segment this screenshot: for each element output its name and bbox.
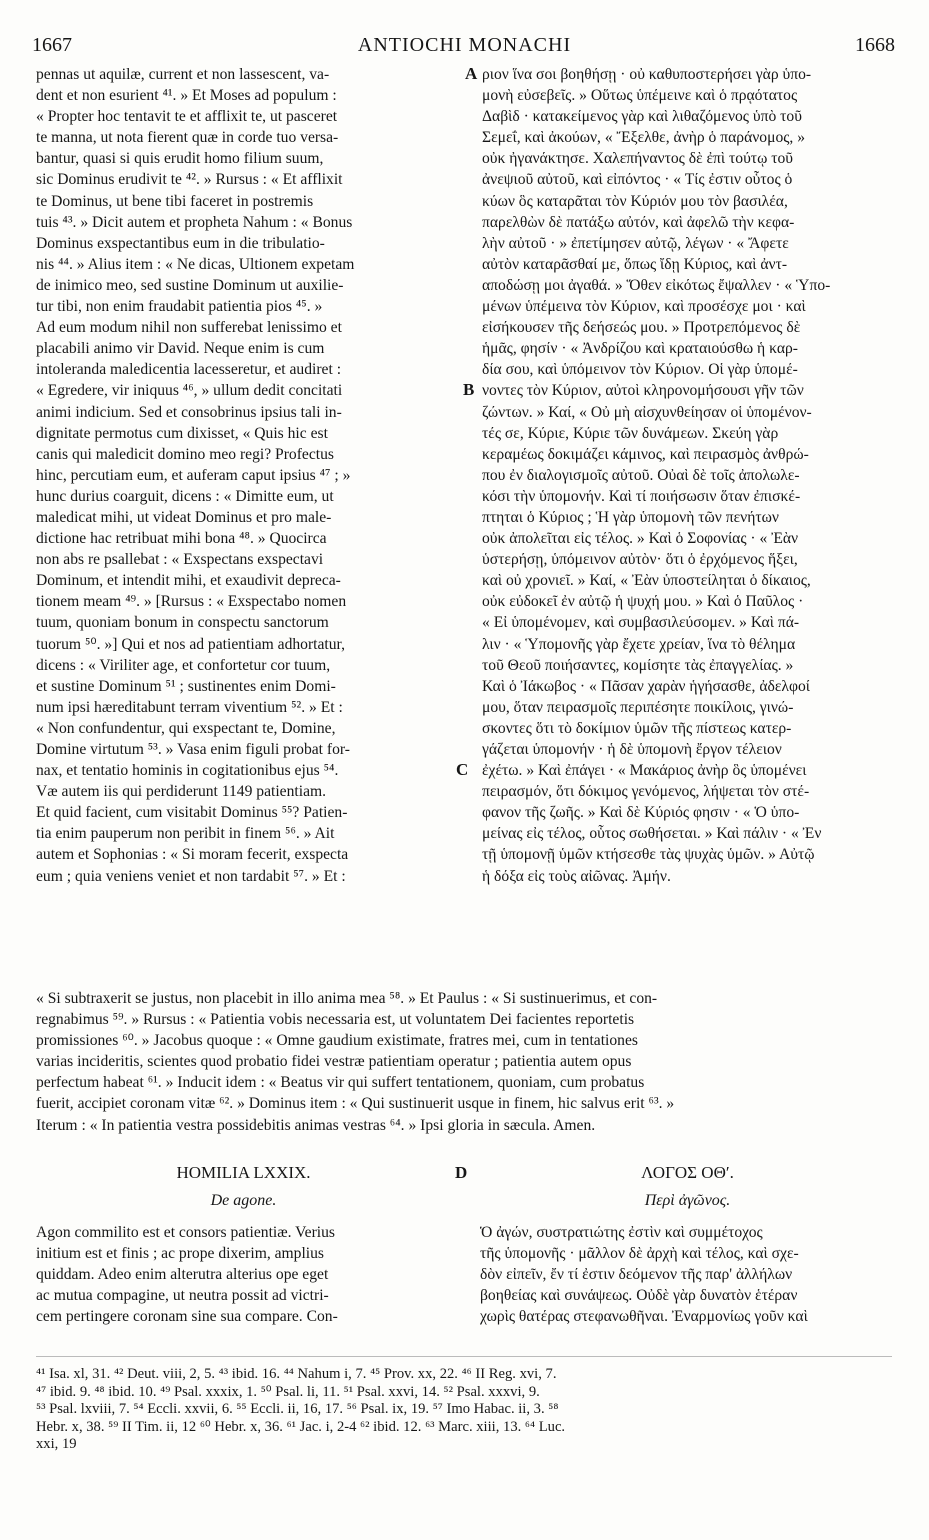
latin-text-line: « Si subtraxerit se justus, non placebit in illo anima mea ⁵⁸. » Et Paulus : « Si sustinuerimus, et con- <box>36 990 658 1007</box>
page-number-left: 1667 <box>32 34 72 56</box>
greek-text-line: γάζεται ὑπομονήν · ἡ δὲ ὑπομονὴ ἔργον τέλειον <box>482 741 782 758</box>
greek-text-line: οὐκ ἀπολεῖται εἰς τέλος. » Καὶ ὁ Σοφονίας · « Ἐὰν <box>482 530 799 548</box>
latin-text-line: Agon commilito est et consors patientiæ. Verius <box>36 1224 335 1241</box>
latin-text-line: tur tibi, non enim fraudabit patientia pios ⁴⁵. » <box>36 298 323 316</box>
greek-text-line: τές σε, Κύριε, Κύριε τῶν δυνάμεων. Σκεύη γὰρ <box>482 424 779 442</box>
greek-text-line: πτηται ὁ Κύριος ; Ἡ γὰρ ὑπομονὴ τῶν πενήτων <box>482 508 779 526</box>
latin-text-line: cem pertingere coronam sine sua compare. Con- <box>36 1308 338 1326</box>
section-marker-c: C <box>456 760 469 779</box>
greek-text-line: αὐτὸν καταρᾶσθαί με, ὅπως ἴδῃ Κύριος, καὶ ἀντ- <box>482 255 788 273</box>
latin-text-line: promissiones ⁶⁰. » Jacobus quoque : « Omne gaudium existimate, fratres mei, cum in tentationes <box>36 1032 638 1050</box>
greek-text-line: λὴν αὐτοῦ · » ἐπετίμησεν αὐτῷ, λέγων · « Ἄφετε <box>482 234 789 252</box>
greek-text-line: οὐκ εὐδοκεῖ ἐν αὐτῷ ἡ ψυχή μου. » Καὶ ὁ Παῦλος · <box>482 593 804 611</box>
latin-text-line: ac mutua compagine, ut neutra possit ad victri- <box>36 1287 329 1305</box>
greek-text-line: πειρασμόν, ὅτι δόκιμος γενόμενος, λήψεται τὸν στέ- <box>482 783 810 801</box>
running-title: ANTIOCHI MONACHI <box>357 34 572 56</box>
greek-text-line: μείνας εἰς τέλος, οὗτος σωθήσεται. » Καὶ πάλιν · « Ἐν <box>482 825 822 843</box>
greek-text-line: κύων ὃς καταρᾶται τὸν Κύριόν μου τὸν βασιλέα, <box>482 192 788 210</box>
greek-text-line: που ἐν διαλογισμοῖς αὐτοῦ. Οὐαὶ δὲ τοῖς ἀπολωλε- <box>482 466 800 484</box>
latin-text-line: Dominus exspectantibus eum in die tribulatio- <box>36 234 325 252</box>
greek-text-line: βοηθείας καὶ συνάψεως. Οὐδὲ γὰρ δυνατὸν ἑτέραν <box>480 1287 798 1305</box>
greek-text-line: κεραμέως δοκιμάζει κάμινος, καὶ πειρασμὸς ἀνθρώ- <box>482 445 809 463</box>
latin-text-line: non abs re psallebat : « Exspectans exspectavi <box>36 551 324 569</box>
latin-text-line: Dominum, et intendit mihi, et exaudivit depreca- <box>36 572 341 590</box>
footnote-line: ⁴⁷ ibid. 9. ⁴⁸ ibid. 10. ⁴⁹ Psal. xxxix, 1. ⁵⁰ Psal. li, 11. ⁵¹ Psal. xxvi, 14. ⁵² Psal. xxxvi, 9. <box>36 1383 540 1400</box>
latin-text-line: intoleranda maledicentia lacesseretur, et audiret : <box>36 361 342 379</box>
latin-text-line: dent et non esurient ⁴¹. » Et Moses ad populum : <box>36 87 337 105</box>
latin-text-line: te manna, ut nota fierent quæ in corde tuo versa- <box>36 129 339 147</box>
latin-text-line: perfectum habeat ⁶¹. » Inducit idem : « Beatus vir qui suffert tentationem, quoniam, cum probatus <box>36 1074 645 1092</box>
greek-text-line: ριον ἵνα σοι βοηθήσῃ · οὐ καθυποστερήσει γὰρ ὑπο- <box>482 66 812 83</box>
latin-text-line: dignitate permotus cum dixisset, « Quis hic est <box>36 424 328 442</box>
greek-text-line: σκοντες ὅτι τὸ δοκίμιον ὑμῶν τῆς πίστεως κατερ- <box>482 719 792 737</box>
greek-text-line: ἐχέτω. » Καὶ ἐπάγει · « Μακάριος ἀνὴρ ὃς ὑπομένει <box>482 762 807 780</box>
greek-text-line: χωρὶς θατέρας στεφανωθῆναι. Ἐναρμονίως γοῦν καὶ <box>480 1308 808 1326</box>
greek-text-line: τοῦ Θεοῦ ποιήσαντες, κομίσητε τὰς ἐπαγγελίας. » <box>482 656 794 674</box>
latin-text-line: maledicat mihi, ut videat Dominus et pro male- <box>36 508 332 526</box>
greek-text-line: τῆς ὑπομονῆς · μᾶλλον δὲ ἀρχὴ καὶ τέλος, καὶ σχε- <box>480 1245 799 1263</box>
latin-text-line: hunc durius coarguit, dicens : « Dimitte eum, ut <box>36 487 334 505</box>
latin-text-line: hinc, percutiam eum, et auferam caput ipsius ⁴⁷ ; » <box>36 466 351 484</box>
section-marker-b: B <box>463 380 475 399</box>
greek-text-line: μου, ὅταν πειρασμοῖς περιπέσητε ποικίλοις, γινώ- <box>482 698 794 716</box>
latin-text-line: fuerit, accipiet coronam vitæ ⁶². » Dominus item : « Qui sustinuerit usque in finem, hic salvus erit ⁶³. » <box>36 1095 675 1113</box>
greek-text-line: εἰσήκουσεν τῆς δεήσεώς μου. » Προτρεπόμενος δὲ <box>482 319 801 337</box>
latin-text-line: nax, et tentatio hominis in cogitationibus ejus ⁵⁴. <box>36 762 339 780</box>
latin-text-line: pennas ut aquilæ, current et non lassescent, va- <box>36 66 330 83</box>
latin-text-line: eum ; quia veniens veniet et non tardabit ⁵⁷. » Et : <box>36 867 346 885</box>
latin-text-line: tionem meam ⁴⁹. » [Rursus : « Exspectabo nomen <box>36 593 347 611</box>
greek-text-line: Σεμεΐ, καὶ ἀκούων, « Ἔξελθε, ἀνὴρ ὁ παράνομος, » <box>482 129 806 147</box>
latin-text-line: dicens : « Viriliter age, et confortetur cor tuum, <box>36 656 331 674</box>
greek-text-line: ἀνεψιοῦ αὐτοῦ, καὶ εἰπόντος · « Τίς ἐστιν οὗτος ὁ <box>482 171 793 189</box>
greek-text-line: Καὶ ὁ Ἰάκωβος · « Πᾶσαν χαρὰν ἡγήσασθε, ἀδελφοί <box>482 677 810 695</box>
section-marker-d: D <box>455 1163 468 1182</box>
greek-text-line: παρελθὼν δὲ πατάξω αὐτόν, καὶ ἀφελῶ τὴν κεφα- <box>482 213 795 231</box>
homily-greek-title: ΛΟΓΟΣ ΟΘʹ. <box>641 1163 734 1182</box>
latin-text-line: et sustine Dominum ⁵¹ ; sustinentes enim Domi- <box>36 677 336 695</box>
latin-text-line: tuorum ⁵⁰. »] Qui et nos ad patientiam adhortatur, <box>36 635 346 653</box>
latin-text-line: dictione hac retribuat mihi bona ⁴⁸. » Quocirca <box>36 530 327 548</box>
footnote-line: xxi, 19 <box>36 1436 77 1452</box>
latin-text-line: « Non confundentur, qui exspectant te, Domine, <box>36 719 336 737</box>
latin-text-line: tuis ⁴³. » Dicit autem et propheta Nahum : « Bonus <box>36 213 353 231</box>
latin-text-line: nis ⁴⁴. » Alius item : « Ne dicas, Ultionem expetam <box>36 255 355 273</box>
page-number-right: 1668 <box>855 34 895 56</box>
greek-text-line: ἡ δόξα εἰς τοὺς αἰῶνας. Ἀμήν. <box>482 867 671 885</box>
greek-text-line: τῇ ὑπομονῇ ὑμῶν κτήσεσθε τὰς ψυχὰς ὑμῶν. » Αὐτῷ <box>482 846 815 864</box>
latin-text-line: te Dominus, ut bene tibi faceret in postremis <box>36 192 314 210</box>
latin-text-line: varias incideritis, scientes quod probatio fidei vestræ patientiam operatur ; patientia autem opus <box>36 1053 632 1071</box>
running-header <box>0 28 929 58</box>
homily-latin-subtitle: De agone. <box>210 1192 277 1209</box>
latin-text-line: regnabimus ⁵⁹. » Rursus : « Patientia vobis necessaria est, ut voluntatem Dei facientes reportetis <box>36 1011 635 1029</box>
latin-text-line: bantur, quasi si quis erudit homo filium suum, <box>36 150 324 168</box>
latin-text-line: autem et Sophonias : « Si moram fecerit, exspecta <box>36 846 349 864</box>
greek-text-line: αποδώσῃ μοι ἀγαθά. » Ὅθεν εἰκότως ἔψαλλεν · « Ὑπο- <box>482 276 831 294</box>
latin-text-line: canis qui maledicit domino meo regi? Profectus <box>36 445 334 463</box>
section-marker-a: A <box>465 64 478 83</box>
greek-text-line: φανον τῆς ζωῆς. » Καὶ δὲ Κύριός φησιν · « Ὁ ὑπο- <box>482 804 800 822</box>
greek-text-line: μένων ὑπέμεινα τὸν Κύριον, καὶ προσέσχε μοι · καὶ <box>482 298 806 316</box>
greek-text-line: οὐκ ἠγανάκτησε. Χαλεπήναντος δὲ ἐπὶ τούτῳ τοῦ <box>482 150 794 168</box>
greek-text-line: ἡμᾶς, φησίν · « Ἀνδρίζου καὶ κραταιούσθω ἡ καρ- <box>482 340 798 358</box>
homily-greek-subtitle: Περὶ ἀγῶνος. <box>644 1192 731 1209</box>
latin-text-line: « Propter hoc tentavit te et afflixit te, ut pasceret <box>36 108 338 126</box>
latin-text-line: Væ autem iis qui perdiderunt 1149 patientiam. <box>36 783 327 801</box>
footnotes <box>36 1366 896 1454</box>
latin-text-line: Et quid facient, cum visitabit Dominus ⁵⁵? Patien- <box>36 804 348 822</box>
footnote-line: ⁵³ Psal. lxviii, 7. ⁵⁴ Eccli. xxvii, 6. ⁵⁵ Eccli. ii, 16, 17. ⁵⁶ Psal. ix, 19. ⁵⁷ Imo Habac. ii, 3. ⁵⁸ <box>36 1401 559 1417</box>
greek-column-top <box>482 64 902 887</box>
greek-text-line: ὑστερήσῃ, ὑπόμεινον αὐτὸν· ὅτι ὁ ἐρχόμενος ἥξει, <box>482 551 798 569</box>
latin-text-line: « Egredere, vir iniquus ⁴⁶, » ullum dedit concitati <box>36 382 343 400</box>
greek-column-bottom <box>480 1222 895 1327</box>
greek-text-line: Δαβὶδ · κατακείμενος γὰρ καὶ λιθαζόμενος ὑπὸ τοῦ <box>482 108 802 126</box>
latin-text-line: placabili animo vir David. Neque enim is cum <box>36 340 325 358</box>
latin-text-line: num ipsi hæreditabunt terram viventium ⁵². » Et : <box>36 698 343 716</box>
latin-column-bottom <box>36 1222 451 1327</box>
greek-text-line: ζώντων. » Καί, « Οὐ μὴ αἰσχυνθείησαν οἱ ὑπομένον- <box>482 403 812 421</box>
homily-latin-title: HOMILIA LXXIX. <box>176 1163 311 1182</box>
greek-text-line: κόσι τὴν ὑπομονήν. Καὶ τί ποιήσωσιν ὅταν ἐπισκέ- <box>482 487 801 505</box>
latin-text-line: tia enim pauperum non peribit in finem ⁵⁶. » Ait <box>36 825 335 843</box>
footnote-line: ⁴¹ Isa. xl, 31. ⁴² Deut. viii, 2, 5. ⁴³ ibid. 16. ⁴⁴ Nahum i, 7. ⁴⁵ Prov. xx, 22. ⁴⁶ II Reg. xvi, 7. <box>36 1366 557 1382</box>
greek-text-line: λιν · « Ὑπομονῆς γὰρ ἔχετε χρείαν, ἵνα τὸ θέλημα <box>482 635 796 653</box>
latin-text-line: quiddam. Adeo enim alterutra alterius ope eget <box>36 1266 329 1284</box>
greek-text-line: Ὁ ἀγών, συστρατιώτης ἐστὶν καὶ συμμέτοχος <box>480 1224 763 1241</box>
greek-text-line: καὶ οὐ χρονιεῖ. » Καί, « Ἐὰν ὑποστείληται ὁ δίκαιος, <box>482 572 811 590</box>
latin-full-width-text <box>36 988 892 1136</box>
greek-text-line: δὸν εἰπεῖν, ἔν τί ἐστιν δεόμενον τῆς παρ' ἀλλήλων <box>480 1266 793 1284</box>
latin-text-line: de inimico meo, sed sustine Dominum ut auxilie- <box>36 276 344 294</box>
greek-text-line: « Εἰ ὑπομένομεν, καὶ συμβασιλεύσομεν. » Καὶ πά- <box>482 614 800 632</box>
latin-column-top <box>36 64 462 887</box>
latin-text-line: tuum, quoniam bonum in conspectu sanctorum <box>36 614 329 632</box>
latin-text-line: Iterum : « In patientia vestra possidebitis animas vestras ⁶⁴. » Ipsi gloria in sæcula. Amen. <box>36 1116 596 1134</box>
footnote-divider <box>36 1356 892 1357</box>
greek-text-line: δία σου, καὶ ὑπόμεινον τὸν Κύριον. Οἱ γὰρ ὑπομέ- <box>482 361 798 379</box>
footnote-line: Hebr. x, 38. ⁵⁹ II Tim. ii, 12 ⁶⁰ Hebr. x, 36. ⁶¹ Jac. i, 2-4 ⁶² ibid. 12. ⁶³ Marc. xiii, 13. ⁶⁴ Luc. <box>36 1418 566 1435</box>
latin-text-line: Ad eum modum nihil non sufferebat lenissimo et <box>36 319 342 337</box>
latin-text-line: animi indicium. Sed et consobrinus ipsius tali in- <box>36 403 342 421</box>
greek-text-line: νοντες τὸν Κύριον, αὐτοὶ κληρονομήσουσι γῆν τῶν <box>482 382 804 400</box>
greek-text-line: μονὴ εὐσεβεῖς. » Οὕτως ὑπέμεινε καὶ ὁ πρᾳότατος <box>482 87 798 105</box>
latin-text-line: initium est et finis ; ac prope dixerim, amplius <box>36 1245 324 1263</box>
latin-text-line: sic Dominus erudivit te ⁴². » Rursus : « Et afflixit <box>36 171 343 189</box>
latin-text-line: Domine virtutum ⁵³. » Vasa enim figuli probat for- <box>36 741 350 758</box>
